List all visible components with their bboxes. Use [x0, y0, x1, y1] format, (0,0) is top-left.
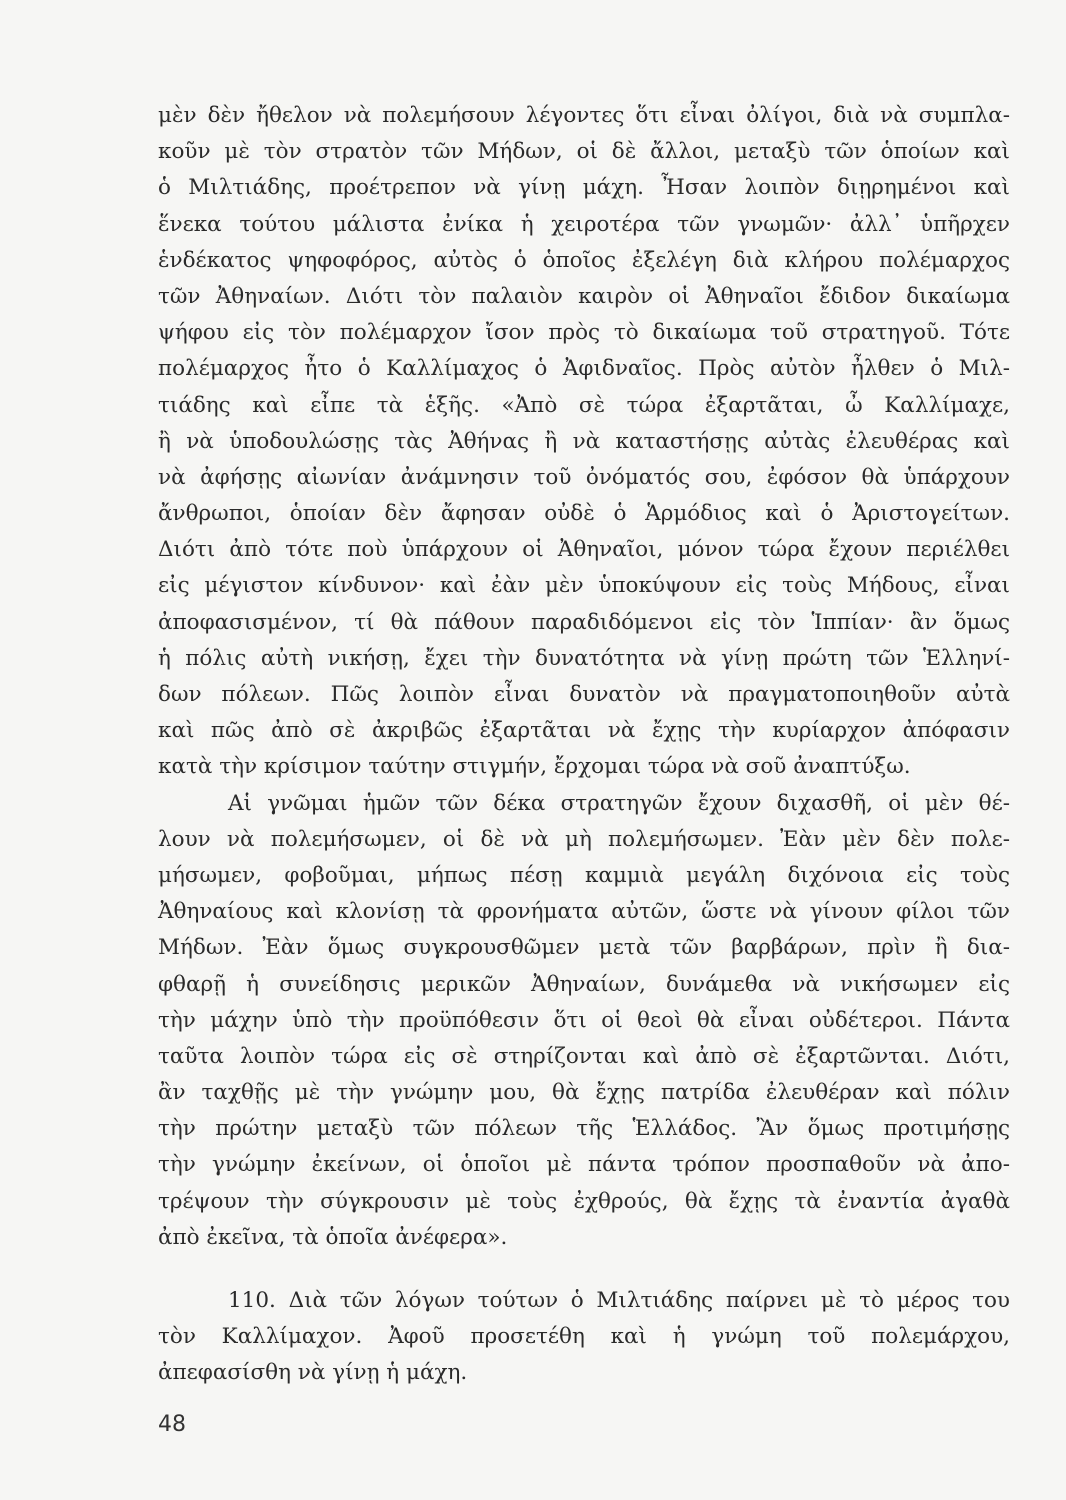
text-line: ἀπὸ ἐκεῖνα, τὰ ὁποῖα ἀνέφερα».: [158, 1224, 508, 1250]
text-line: τὸν Καλλίμαχον. Ἀφοῦ προσετέθη καὶ ἡ γνώμη τοῦ πολεμάρχου,: [158, 1324, 1010, 1350]
paragraph-110: [158, 1283, 1010, 1392]
text-line: ἡ πόλις αὐτὴ νικήσῃ, ἔχει τὴν δυνατότητα νὰ γίνῃ πρώτη τῶν Ἑλληνί-: [158, 645, 1010, 671]
text-line: ὁ Μιλτιάδης, προέτρεπον νὰ γίνῃ μάχη. Ἦσαν λοιπὸν διῃρημένοι καὶ: [158, 175, 1010, 201]
text-line: κατὰ τὴν κρίσιμον ταύτην στιγμήν, ἔρχομαι τώρα νὰ σοῦ ἀναπτύξω.: [158, 754, 911, 780]
text-line: ἑνδέκατος ψηφοφόρος, αὐτὸς ὁ ὁποῖος ἐξελέγη διὰ κλήρου πολέμαρχος: [158, 247, 1010, 273]
text-line: φθαρῇ ἡ συνείδησις μερικῶν Ἀθηναίων, δυνάμεθα νὰ νικήσωμεν εἰς: [158, 971, 1010, 997]
text-line: ταῦτα λοιπὸν τώρα εἰς σὲ στηρίζονται καὶ ἀπὸ σὲ ἐξαρτῶνται. Διότι,: [158, 1043, 1010, 1069]
text-line: Μήδων. Ἐὰν ὅμως συγκρουσθῶμεν μετὰ τῶν βαρβάρων, πρὶν ἢ δια-: [158, 935, 1010, 961]
text-line: τὴν πρώτην μεταξὺ τῶν πόλεων τῆς Ἑλλάδος. Ἂν ὅμως προτιμήσῃς: [158, 1116, 1010, 1142]
text-line: ἀποφασισμένον, τί θὰ πάθουν παραδιδόμενοι εἰς τὸν Ἱππίαν· ἂν ὅμως: [158, 609, 1010, 635]
text-line: τιάδης καὶ εἶπε τὰ ἑξῆς. «Ἀπὸ σὲ τώρα ἐξαρτᾶται, ὦ Καλλίμαχε,: [158, 392, 1010, 418]
main-text: [158, 98, 1010, 1256]
text-line: ἕνεκα τούτου μάλιστα ἐνίκα ἡ χειροτέρα τῶν γνωμῶν· ἀλλ᾽ ὑπῆρχεν: [158, 211, 1010, 237]
text-line: Αἱ γνῶμαι ἡμῶν τῶν δέκα στρατηγῶν ἔχουν διχασθῆ, οἱ μὲν θέ-: [228, 790, 1010, 816]
text-line: εἰς μέγιστον κίνδυνον· καὶ ἐὰν μὲν ὑποκύψουν εἰς τοὺς Μήδους, εἶναι: [158, 573, 1010, 599]
text-line: 110. Διὰ τῶν λόγων τούτων ὁ Μιλτιάδης παίρνει μὲ τὸ μέρος του: [228, 1288, 1010, 1313]
text-line: ψήφου εἰς τὸν πολέμαρχον ἴσον πρὸς τὸ δικαίωμα τοῦ στρατηγοῦ. Τότε: [158, 320, 1010, 346]
text-line: ἂν ταχθῇς μὲ τὴν γνώμην μου, θὰ ἔχῃς πατρίδα ἐλευθέραν καὶ πόλιν: [158, 1080, 1010, 1106]
text-line: ἢ νὰ ὑποδουλώσῃς τὰς Ἀθήνας ἢ νὰ καταστήσῃς αὐτὰς ἐλευθέρας καὶ: [158, 428, 1010, 454]
text-line: Ἀθηναίους καὶ κλονίσῃ τὰ φρονήματα αὐτῶν, ὥστε νὰ γίνουν φίλοι τῶν: [158, 899, 1010, 925]
text-line: καὶ πῶς ἀπὸ σὲ ἀκριβῶς ἐξαρτᾶται νὰ ἔχῃς τὴν κυρίαρχον ἀπόφασιν: [158, 718, 1010, 744]
text-line: τῶν Ἀθηναίων. Διότι τὸν παλαιὸν καιρὸν οἱ Ἀθηναῖοι ἔδιδον δικαίωμα: [158, 283, 1010, 309]
text-line: κοῦν μὲ τὸν στρατὸν τῶν Μήδων, οἱ δὲ ἄλλοι, μεταξὺ τῶν ὁποίων καὶ: [158, 139, 1010, 165]
text-line: μήσωμεν, φοβοῦμαι, μήπως πέσῃ καμμιὰ μεγάλη διχόνοια εἰς τοὺς: [158, 862, 1010, 888]
text-line: ἄνθρωποι, ὁποίαν δὲν ἄφησαν οὐδὲ ὁ Ἁρμόδιος καὶ ὁ Ἀριστογείτων.: [158, 501, 1010, 527]
text-line: Διότι ἀπὸ τότε ποὺ ὑπάρχουν οἱ Ἀθηναῖοι, μόνον τώρα ἔχουν περιέλθει: [158, 537, 1010, 563]
page-number: 48: [158, 1412, 186, 1437]
text-line: λουν νὰ πολεμήσωμεν, οἱ δὲ νὰ μὴ πολεμήσωμεν. Ἐὰν μὲν δὲν πολε-: [158, 826, 1010, 852]
text-line: τρέψουν τὴν σύγκρουσιν μὲ τοὺς ἐχθρούς, θὰ ἔχῃς τὰ ἐναντία ἀγαθὰ: [158, 1188, 1010, 1214]
text-line: τὴν γνώμην ἐκείνων, οἱ ὁποῖοι μὲ πάντα τρόπον προσπαθοῦν νὰ ἀπο-: [158, 1152, 1010, 1178]
text-line: μὲν δὲν ἤθελον νὰ πολεμήσουν λέγοντες ὅτι εἶναι ὀλίγοι, διὰ νὰ συμπλα-: [158, 103, 1010, 128]
text-line: νὰ ἀφήσῃς αἰωνίαν ἀνάμνησιν τοῦ ὀνόματός σου, ἐφόσον θὰ ὑπάρχουν: [158, 464, 1010, 490]
text-line: τὴν μάχην ὑπὸ τὴν προϋπόθεσιν ὅτι οἱ θεοὶ θὰ εἶναι οὐδέτεροι. Πάντα: [158, 1007, 1010, 1033]
text-line: δων πόλεων. Πῶς λοιπὸν εἶναι δυνατὸν νὰ πραγματοποιηθοῦν αὐτὰ: [158, 682, 1010, 707]
text-line: πολέμαρχος ἦτο ὁ Καλλίμαχος ὁ Ἀφιδναῖος. Πρὸς αὐτὸν ἦλθεν ὁ Μιλ-: [158, 356, 1010, 382]
text-line: ἀπεφασίσθη νὰ γίνῃ ἡ μάχη.: [158, 1360, 468, 1386]
